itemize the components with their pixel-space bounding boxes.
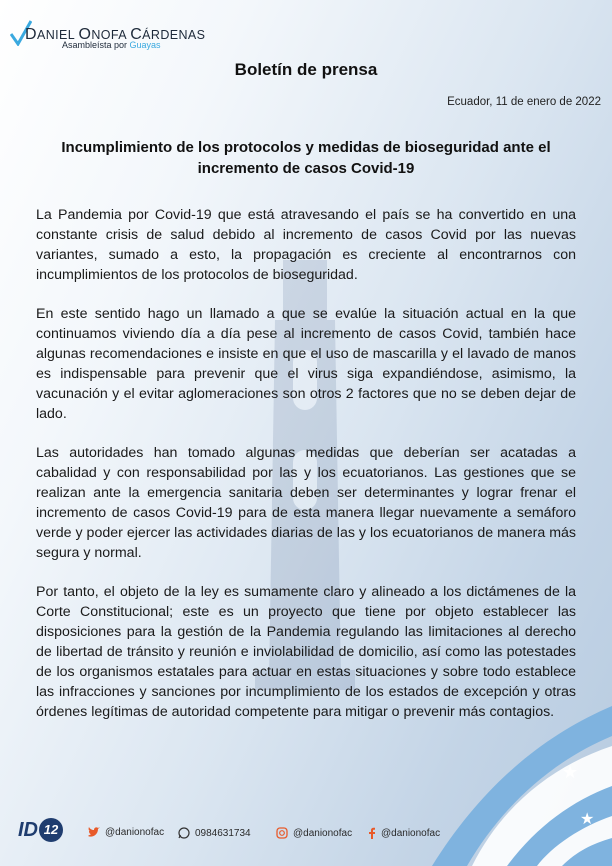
paragraph: Las autoridades han tomado algunas medidas que deberían ser acatadas a cabalidad y con responsabilidad por las y los ecuatorianos. Las gestiones que se realizan ante la emergencia sanitaria deben ser determinantes y lograr frenar el incremento de casos Covid-19 para de esta manera llegar nuevamente a semáforo verde y poder ejercer las actividades diarias de las y los ecuatorianos de manera más segura y normal. [36,445,576,561]
star-icon: ★ [580,811,595,828]
instagram-handle[interactable]: @danionofac [276,827,352,839]
author-name: DANIEL ONOFA CÁRDENAS [25,26,206,43]
twitter-icon [88,827,100,838]
facebook-icon [368,827,376,839]
paragraph: Por tanto, el objeto de la ley es sumamente claro y alineado a los dictámenes de la Corte Constitucional; este es un proyecto que tiene por objeto establecer las disposiciones para la gestión de la Pandemia regulando las limitaciones al derecho de libertad de tránsito y reunión e inviolabilidad de domicilio, así como las potestades de los organismos estatales para actuar en estas situaciones y sobre todo establece las infracciones y sanciones por incumplimiento de los estados de excepción y otras órdenes legítimas de autoridad competente para mitigar o prevenir más contagios. [36,584,576,720]
instagram-icon [276,827,288,839]
page-title: Boletín de prensa [234,60,378,79]
footer [0,818,612,854]
twitter-handle[interactable]: @danionofac [88,827,164,838]
headline: Incumplimiento de los protocolos y medidas de bioseguridad ante el incremento de casos Covid-19 [61,139,551,177]
id12-logo: ID 12 [18,818,63,842]
star-icon: ★ [562,762,579,782]
author-role: Asambleísta por Guayas [62,40,161,50]
paragraph: En este sentido hago un llamado a que se evalúe la situación actual en la que continuamos viviendo día a día pese al incremento de casos Covid, también hace algunas recomendaciones e insiste en que el uso de mascarilla y el lavado de manos es indispensable para prevenir que el virus siga expandiéndose, asimismo, la vacunación y el evitar aglomeraciones son otros 2 factores que no se deben dejar de lado. [36,306,576,422]
release-date: Ecuador, 11 de enero de 2022 [447,96,601,108]
paragraph: La Pandemia por Covid-19 que está atravesando el país se ha convertido en una constante crisis de salud debido al incremento de casos Covid por las nuevas variantes, sumado a esto, la propagación es creciente al encontrarnos con incumplimientos de los protocolos de bioseguridad. [36,207,576,283]
facebook-handle[interactable]: @danionofac [368,827,440,839]
whatsapp-number[interactable]: 0984631734 [178,827,251,839]
article-body [36,205,576,741]
whatsapp-icon [178,827,190,839]
